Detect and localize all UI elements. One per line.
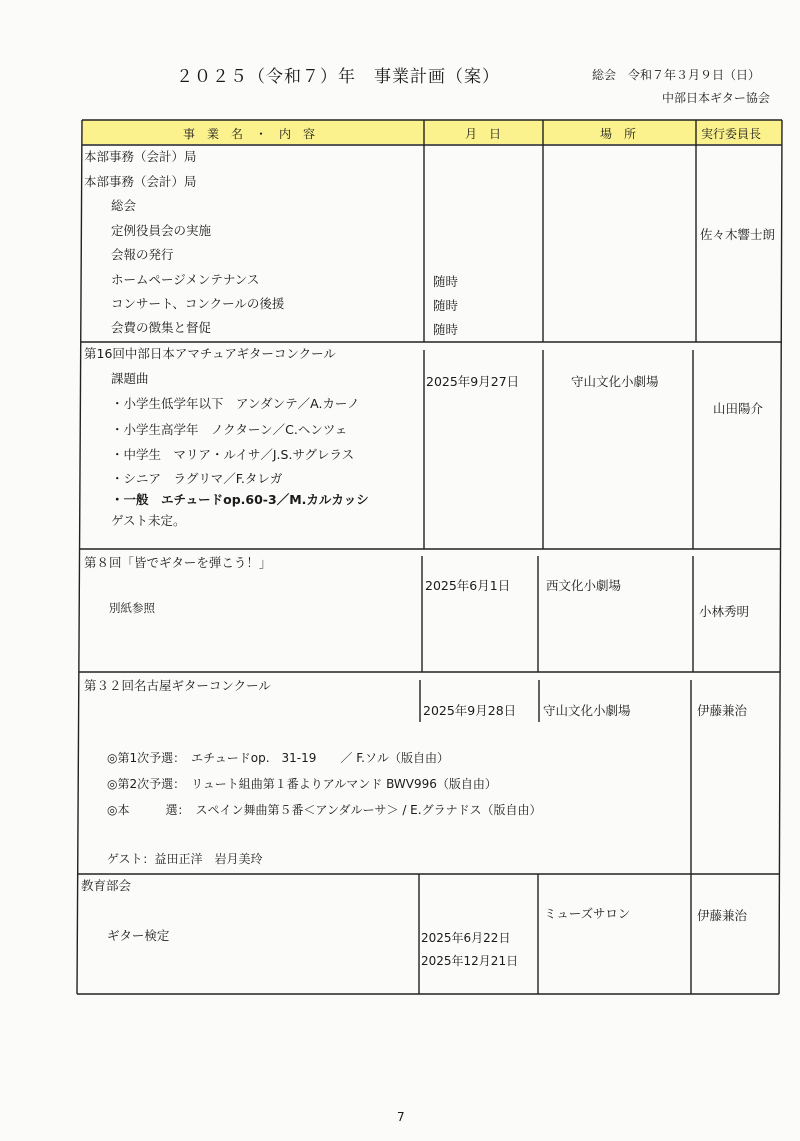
- chair-name: 佐々木響士朗: [700, 227, 776, 242]
- event-date: 2025年12月21日: [421, 954, 519, 968]
- section-title: 第３２回名古屋ギターコンクール: [84, 678, 271, 693]
- task-item: ◎第2次予選： リュート組曲第１番よりアルマンド BWV996（版自由）: [107, 777, 497, 791]
- task-item: ・シニア ラグリマ／F.タレガ: [111, 471, 283, 486]
- chair-name: 山田陽介: [713, 401, 764, 416]
- column-header-content: 事 業 名 ・ 内 容: [183, 127, 316, 141]
- task-item: ・中学生 マリア・ルイサ／J.S.サグレラス: [111, 447, 355, 462]
- page-number: 7: [397, 1110, 405, 1124]
- chair-name: 伊藤兼治: [697, 703, 748, 718]
- event-place: ミューズサロン: [544, 906, 631, 921]
- task-item: ◎第1次予選： エチュードop. 31-19 ／ F.ソル（版自由）: [107, 751, 449, 765]
- event-place: 西文化小劇場: [546, 578, 622, 593]
- chair-name: 伊藤兼治: [697, 908, 748, 923]
- event-date: 2025年6月1日: [425, 578, 511, 593]
- task-item: ・小学生低学年以下 アンダンテ／A.カーノ: [111, 396, 360, 411]
- section-title: 教育部会: [81, 878, 132, 893]
- section-title: 本部事務（会計）局: [84, 149, 197, 164]
- task-item: ホームページメンテナンス: [111, 272, 260, 287]
- column-header-chair: 実行委員長: [701, 127, 762, 141]
- section-title: 第16回中部日本アマチュアギターコンクール: [84, 346, 336, 361]
- event-place: 守山文化小劇場: [543, 703, 631, 718]
- task-item: ゲスト：益田正洋 岩月美玲: [107, 852, 263, 866]
- task-item: ギター検定: [107, 928, 170, 943]
- task-item: 別紙参照: [109, 601, 155, 615]
- task-date: 随時: [433, 274, 459, 289]
- event-date: 2025年6月22日: [421, 931, 511, 945]
- task-item: 会報の発行: [111, 247, 174, 262]
- document-title: ２０２５（令和７）年 事業計画（案）: [176, 67, 500, 87]
- section-subtitle: 課題曲: [111, 371, 149, 386]
- event-date: 2025年9月28日: [423, 703, 517, 718]
- column-header-date: 月 日: [465, 127, 502, 141]
- event-date: 2025年9月27日: [426, 374, 520, 389]
- organization-name: 中部日本ギター協会: [662, 91, 770, 105]
- section-subtitle: 本部事務（会計）局: [84, 174, 197, 189]
- task-item: ゲスト未定。: [111, 513, 186, 528]
- task-item: ・小学生高学年 ノクターン／C.ヘンツェ: [111, 422, 348, 437]
- task-item: コンサート、コンクールの後援: [111, 296, 285, 311]
- task-item: 会費の徴集と督促: [111, 320, 212, 335]
- task-item: 定例役員会の実施: [111, 223, 212, 238]
- event-place: 守山文化小劇場: [571, 374, 659, 389]
- meeting-date: 総会 令和７年３月９日（日）: [592, 68, 761, 82]
- chair-name: 小林秀明: [699, 604, 750, 619]
- column-header-place: 場 所: [600, 127, 637, 141]
- task-date: 随時: [433, 298, 459, 313]
- task-date: 随時: [433, 322, 459, 337]
- task-item: 総会: [111, 198, 137, 213]
- task-item: ◎本 選： スペイン舞曲第５番＜アンダルーサ＞ / E.グラナドス（版自由）: [107, 803, 542, 817]
- task-item: ・一般 エチュードop.60-3／M.カルカッシ: [111, 492, 369, 507]
- section-title: 第８回「皆でギターを弾こう！」: [84, 555, 272, 570]
